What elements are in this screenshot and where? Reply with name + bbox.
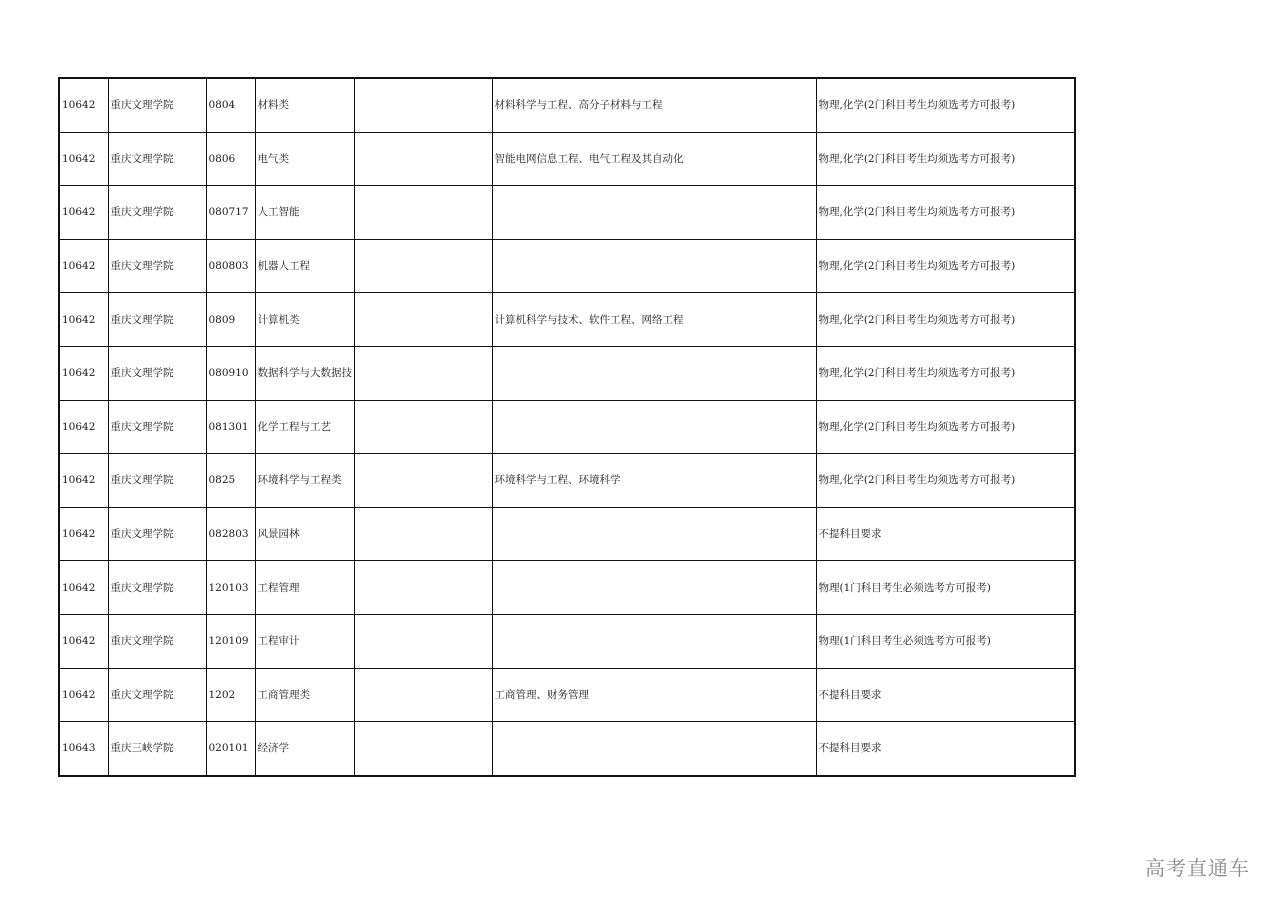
blank-cell bbox=[354, 239, 492, 293]
subject-requirement-cell: 物理,化学(2门科目考生均须选考方可报考) bbox=[816, 239, 1075, 293]
school-code-cell: 10642 bbox=[59, 186, 108, 240]
blank-cell bbox=[354, 186, 492, 240]
major-code-cell: 080803 bbox=[206, 239, 255, 293]
table-row bbox=[59, 293, 1075, 347]
included-majors-cell bbox=[492, 346, 816, 400]
school-code-cell: 10642 bbox=[59, 507, 108, 561]
major-code-cell: 0809 bbox=[206, 293, 255, 347]
subject-requirement-cell: 物理,化学(2门科目考生均须选考方可报考) bbox=[816, 78, 1075, 132]
major-code-cell: 080717 bbox=[206, 186, 255, 240]
school-code-cell: 10642 bbox=[59, 400, 108, 454]
subject-requirement-cell: 物理,化学(2门科目考生均须选考方可报考) bbox=[816, 454, 1075, 508]
major-code-cell: 1202 bbox=[206, 668, 255, 722]
table-row bbox=[59, 346, 1075, 400]
major-code-cell: 020101 bbox=[206, 722, 255, 776]
included-majors-cell bbox=[492, 186, 816, 240]
major-name-cell: 工程管理 bbox=[255, 561, 354, 615]
table-row bbox=[59, 454, 1075, 508]
major-code-cell: 120103 bbox=[206, 561, 255, 615]
school-name-cell: 重庆三峡学院 bbox=[108, 722, 206, 776]
major-name-cell: 环境科学与工程类 bbox=[255, 454, 354, 508]
school-code-cell: 10642 bbox=[59, 561, 108, 615]
table-row bbox=[59, 239, 1075, 293]
school-code-cell: 10642 bbox=[59, 346, 108, 400]
blank-cell bbox=[354, 614, 492, 668]
table-row bbox=[59, 561, 1075, 615]
school-name-cell: 重庆文理学院 bbox=[108, 239, 206, 293]
major-name-cell: 工程审计 bbox=[255, 614, 354, 668]
blank-cell bbox=[354, 400, 492, 454]
blank-cell bbox=[354, 293, 492, 347]
school-code-cell: 10642 bbox=[59, 78, 108, 132]
major-name-cell: 风景园林 bbox=[255, 507, 354, 561]
school-name-cell: 重庆文理学院 bbox=[108, 132, 206, 186]
watermark-logo: 高考直通车 bbox=[1145, 856, 1250, 880]
included-majors-cell bbox=[492, 400, 816, 454]
major-name-cell: 电气类 bbox=[255, 132, 354, 186]
school-name-cell: 重庆文理学院 bbox=[108, 507, 206, 561]
major-name-cell: 材料类 bbox=[255, 78, 354, 132]
blank-cell bbox=[354, 507, 492, 561]
major-code-cell: 080910 bbox=[206, 346, 255, 400]
major-code-cell: 081301 bbox=[206, 400, 255, 454]
subject-requirement-cell: 不提科目要求 bbox=[816, 507, 1075, 561]
blank-cell bbox=[354, 454, 492, 508]
major-name-cell: 化学工程与工艺 bbox=[255, 400, 354, 454]
table-row bbox=[59, 722, 1075, 776]
school-name-cell: 重庆文理学院 bbox=[108, 346, 206, 400]
school-name-cell: 重庆文理学院 bbox=[108, 186, 206, 240]
major-code-cell: 0825 bbox=[206, 454, 255, 508]
school-code-cell: 10642 bbox=[59, 239, 108, 293]
major-name-cell: 计算机类 bbox=[255, 293, 354, 347]
school-name-cell: 重庆文理学院 bbox=[108, 614, 206, 668]
major-name-cell: 人工智能 bbox=[255, 186, 354, 240]
school-code-cell: 10642 bbox=[59, 132, 108, 186]
school-code-cell: 10642 bbox=[59, 454, 108, 508]
subject-requirement-cell: 物理,化学(2门科目考生均须选考方可报考) bbox=[816, 346, 1075, 400]
included-majors-cell bbox=[492, 722, 816, 776]
school-name-cell: 重庆文理学院 bbox=[108, 293, 206, 347]
school-name-cell: 重庆文理学院 bbox=[108, 400, 206, 454]
blank-cell bbox=[354, 78, 492, 132]
subject-requirements-table bbox=[58, 77, 1076, 777]
subject-requirement-cell: 物理(1门科目考生必须选考方可报考) bbox=[816, 561, 1075, 615]
table-row bbox=[59, 186, 1075, 240]
subject-requirement-cell: 不提科目要求 bbox=[816, 722, 1075, 776]
school-code-cell: 10643 bbox=[59, 722, 108, 776]
blank-cell bbox=[354, 561, 492, 615]
table-row bbox=[59, 400, 1075, 454]
table-row bbox=[59, 614, 1075, 668]
table-body bbox=[59, 78, 1075, 776]
included-majors-cell bbox=[492, 614, 816, 668]
table-row bbox=[59, 132, 1075, 186]
major-code-cell: 0804 bbox=[206, 78, 255, 132]
blank-cell bbox=[354, 722, 492, 776]
included-majors-cell bbox=[492, 507, 816, 561]
included-majors-cell bbox=[492, 561, 816, 615]
subject-requirement-cell: 物理,化学(2门科目考生均须选考方可报考) bbox=[816, 132, 1075, 186]
major-code-cell: 120109 bbox=[206, 614, 255, 668]
blank-cell bbox=[354, 132, 492, 186]
included-majors-cell: 计算机科学与技术、软件工程、网络工程 bbox=[492, 293, 816, 347]
school-name-cell: 重庆文理学院 bbox=[108, 78, 206, 132]
subject-requirement-cell: 物理(1门科目考生必须选考方可报考) bbox=[816, 614, 1075, 668]
major-code-cell: 082803 bbox=[206, 507, 255, 561]
school-code-cell: 10642 bbox=[59, 614, 108, 668]
included-majors-cell bbox=[492, 239, 816, 293]
major-name-cell: 机器人工程 bbox=[255, 239, 354, 293]
school-name-cell: 重庆文理学院 bbox=[108, 454, 206, 508]
major-code-cell: 0806 bbox=[206, 132, 255, 186]
blank-cell bbox=[354, 346, 492, 400]
major-name-cell: 工商管理类 bbox=[255, 668, 354, 722]
school-name-cell: 重庆文理学院 bbox=[108, 668, 206, 722]
table-row bbox=[59, 507, 1075, 561]
school-name-cell: 重庆文理学院 bbox=[108, 561, 206, 615]
subject-requirement-cell: 物理,化学(2门科目考生均须选考方可报考) bbox=[816, 293, 1075, 347]
table-row bbox=[59, 668, 1075, 722]
major-name-cell: 数据科学与大数据技 bbox=[255, 346, 354, 400]
subject-requirement-cell: 物理,化学(2门科目考生均须选考方可报考) bbox=[816, 400, 1075, 454]
school-code-cell: 10642 bbox=[59, 293, 108, 347]
school-code-cell: 10642 bbox=[59, 668, 108, 722]
major-name-cell: 经济学 bbox=[255, 722, 354, 776]
included-majors-cell: 工商管理、财务管理 bbox=[492, 668, 816, 722]
included-majors-cell: 材料科学与工程、高分子材料与工程 bbox=[492, 78, 816, 132]
blank-cell bbox=[354, 668, 492, 722]
subject-requirement-cell: 物理,化学(2门科目考生均须选考方可报考) bbox=[816, 186, 1075, 240]
table-row bbox=[59, 78, 1075, 132]
included-majors-cell: 环境科学与工程、环境科学 bbox=[492, 454, 816, 508]
subject-requirement-cell: 不提科目要求 bbox=[816, 668, 1075, 722]
included-majors-cell: 智能电网信息工程、电气工程及其自动化 bbox=[492, 132, 816, 186]
